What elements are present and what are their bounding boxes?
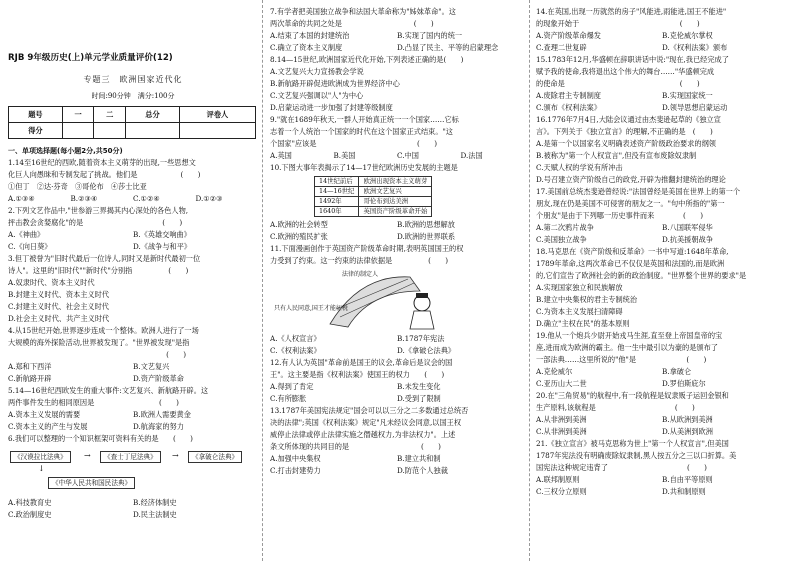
question-text: 生产原料,该航程是 ( ) [536,403,695,412]
score-cell[interactable] [62,123,94,139]
answer-options [536,474,788,498]
arrow-icon: → [84,451,91,460]
timeline-cell: 欧洲文艺复兴 [359,187,432,197]
answer-option: C.文艺复兴强调以"人"为中心 [270,91,364,100]
question-text: 诗人"。这里的"旧时代""新时代"分别指 ( ) [8,266,189,275]
score-header: 一 [62,107,94,123]
score-header: 题号 [9,107,63,123]
question [270,243,524,357]
answer-option: A.结束了本国的封建统治 [270,31,350,40]
timeline-row [315,187,432,197]
question-text: 16.1776年7月4日,大陆会议通过由杰斐逊起草的《独立宣 [536,115,721,124]
cartoon-caption: 法律的制定人 [342,271,379,278]
score-row [9,123,256,139]
timeline-row [315,177,432,187]
answer-option: A.奴隶时代、资本主义时代 [8,278,95,287]
answer-option: A.资本主义发展的需要 [8,410,81,419]
answer-options [536,366,788,390]
answer-option: A.英国 [270,151,292,160]
answer-option: B.经济体制史 [133,498,177,507]
answer-option: A.科技教育史 [8,498,52,507]
question-text: 11.下面漫画创作于英国资产阶级革命时期,表明英国国王的权 [270,244,464,253]
answer-option: B.②③④ [70,194,98,203]
exam-subtitle: 专题三 欧洲国家近代化 [83,75,183,84]
exam-title: RJB 9年级历史(上)单元学业质量评价(12) [8,53,173,63]
answer-option: D.从美洲到欧洲 [662,427,713,436]
column-divider [529,0,530,561]
answer-options [8,229,258,253]
answer-option: D.号召建立资产阶级自己的政党,开辟为推翻封建统治的理论 [536,175,726,184]
question-text: 12.有人认为英国"革命前是国王的议会,革命后是议会的国 [270,358,453,367]
answer-option: B.欧洲的思想解放 [397,220,455,229]
score-cell[interactable]: 得分 [9,123,63,139]
question-text: ( ) [8,350,187,359]
score-cell[interactable] [126,123,180,139]
question-text: 18.马克思在《资产阶级和反革命》一书中写道:1648年革命, [536,247,729,256]
column-3 [536,6,788,498]
question-items: ①但丁 ②达·芬奇 ③哥伦布 ④莎士比亚 [8,182,147,191]
answer-option: A.《人权宣言》 [270,334,321,343]
answer-option: D.启蒙运动进一步加强了封建等级制度 [270,103,393,112]
answer-options [536,414,788,438]
question [8,433,258,521]
answer-option: A.克伦威尔 [536,367,573,376]
answer-option: B.拿破仑 [662,367,692,376]
answer-option: B.实现国家统一 [662,91,713,100]
exam-meta: 时间:90分钟 满分:100分 [91,92,175,100]
answer-option: A.文艺复兴大力宣扬教会学说 [270,67,364,76]
answer-option: A.得到了肯定 [270,382,314,391]
question-text: 10.下图大事年表揭示了14—17世纪欧洲历史发展的主题是 [270,163,458,172]
answer-option: D.共和制原则 [662,487,706,496]
answer-option: B.建立中央集权的君主专制统治 [536,295,638,304]
answer-option: C.美国独立战争 [536,235,587,244]
answer-option: B.新航路开辟促进欧洲成为世界经济中心 [270,79,400,88]
question-text: 志着一个人统治一个国家的时代在这个国家正式结束。"这 [270,127,453,136]
answer-option: B.自由平等原则 [662,475,713,484]
score-cell[interactable] [94,123,126,139]
question-text: 的使命是 ( ) [536,79,700,88]
timeline-cell: 英国资产阶级革命开始 [359,207,432,217]
answer-options [270,219,524,243]
column-1 [8,6,258,521]
question-text: 5.14—16世纪西欧发生的重大事件:文艺复兴、新航路开辟。这 [8,386,209,395]
answer-option: A.废除君主专制制度 [536,91,601,100]
question-text: 个朋友"是由于下列哪一历史事件而来 ( ) [536,211,704,220]
question [8,157,258,205]
question-text: 力受到了约束。这一约束的法律依据是 ( ) [270,256,449,265]
question-text: 两次革命的共同之处是 ( ) [270,19,434,28]
section-heading: 一、单项选择题(每小题2分,共50分) [8,147,123,155]
answer-option: C.新航路开辟 [8,374,52,383]
question-text: 21.《独立宣言》被马克思称为世上"第一个人权宣言",但美国 [536,439,729,448]
answer-option: D.《拿破仑法典》 [397,346,456,355]
question-text: 17.美国前总统杰斐逊曾经说:"法国曾经是美国在世界上的第一个 [536,187,741,196]
answer-option: A.《神曲》 [8,230,45,239]
timeline-row [315,207,432,217]
question-text: 7.有学者把美国独立战争和法国大革命称为"姊妹革命"。这 [270,7,456,16]
answer-option: C.《权利法案》 [270,346,321,355]
answer-options [8,361,258,385]
answer-option: A.实现国家独立和民族解放 [536,283,623,292]
question-text: 1787年宪法没有明确废除奴隶制,黑人按五分之三以口折算。美 [536,451,737,460]
answer-option: D.受到了限制 [397,394,441,403]
score-row [9,107,256,123]
question-text: 9."就在1689年秋天,一群人开始真正统一一个国家……它标 [270,115,459,124]
column-2 [270,6,524,477]
answer-option: C.中国 [397,151,419,160]
answer-option: A.是第一个以国家名义明确表述资产阶级政治要求的纲领 [536,139,716,148]
cartoon-image [270,269,524,331]
question-text: 王"。这主要是指《权利法案》使国王的权力 ( ) [270,370,445,379]
answer-option: C.欧洲的殖民扩张 [270,232,328,241]
question-text: 个国家"应该是 ( ) [270,139,438,148]
answer-option: B.克伦威尔掌权 [662,31,713,40]
arrow-icon: → [172,451,179,460]
timeline-cell: 14世纪前后 [315,177,359,187]
question [536,6,788,54]
answer-option: C.有所膨胀 [270,394,307,403]
answer-option: C.从非洲到美洲 [536,427,587,436]
question-text: 大规模的海外探险活动,世界被发现了。"世界被发现"是指 [8,338,190,347]
question [536,246,788,330]
question-text: 19.他从一个炮兵少尉开始戎马生涯,直至登上帝国皇帝的宝 [536,331,723,340]
answer-option: C.资本主义的产生与发展 [8,422,88,431]
answer-option: B.建立共和制 [397,454,441,463]
answer-option: D.罗伯斯庇尔 [662,379,706,388]
question [536,186,788,246]
question [270,405,524,477]
cartoon-caption: 只有人民同意,国王才能征税 [274,305,348,312]
flow-box: 《中华人民共和国民法典》 [48,477,135,489]
answer-option: C.①②④ [133,194,160,203]
answer-option: C.《向日葵》 [8,242,52,251]
question [270,114,524,162]
question-text: 6.我们可以整理的一个知识框架可资料有关的是 ( ) [8,434,193,443]
question [536,54,788,114]
question-text: 国宪法这种规定违背了 ( ) [536,463,707,472]
question-text: 两件事件发生的相同原因是 ( ) [8,398,179,407]
answer-option: B.实现了国内的统一 [397,31,463,40]
timeline-cell: 欧洲出现资本主义萌芽 [359,177,432,187]
question-text: 一部法典……这里所说的"他"是 ( ) [536,355,707,364]
answer-options [8,277,258,325]
question [270,357,524,405]
question-text: 4.从15世纪开始,世界逐步连成一个整体。欧洲人进行了一场 [8,326,199,335]
answer-options [270,150,524,162]
answer-option: D.《权利法案》颁布 [662,43,728,52]
answer-option: C.封建主义时代、社会主义时代 [8,302,109,311]
flow-box: 《拿破仑法典》 [188,451,242,463]
answer-option: C.打击封建势力 [270,466,321,475]
answer-option: D.《战争与和平》 [133,242,192,251]
answer-option: B.《英雄交响曲》 [133,230,191,239]
answer-option: B.1787年宪法 [397,334,445,343]
question-text: 化巨人向愚昧和专制发起了挑战。他们是 ( ) [8,170,201,179]
answer-option: A.从非洲到美洲 [536,415,587,424]
flow-box: 《查士丁尼法典》 [100,451,161,463]
question-text: 2.下列文艺作品中,"世参游三界揭其内心深处的各色人物, [8,206,189,215]
score-header: 评卷人 [179,107,255,123]
question [536,390,788,438]
question-text: 朋友,现在仍是美国不可侵害的朋友之一。"句中所指的"第一 [536,199,725,208]
question-text: 3.但丁被誉为"旧时代最后一位诗人,同时又是新时代最初一位 [8,254,201,263]
question [536,438,788,498]
answer-options [270,66,524,114]
answer-option: A.①③④ [8,194,35,203]
answer-option: D.凸显了民主、平等的启蒙理念 [397,43,499,52]
timeline-cell: 1640年 [315,207,359,217]
score-header: 二 [94,107,126,123]
question-text: 20.在"三角贸易"的航程中,有一段航程是奴隶贩子运回金银和 [536,391,729,400]
question-text: 威停止法律或停止法律实施之僭越权力,为非法权力"。上述 [270,430,456,439]
question [8,205,258,253]
question-text: 决的法律";英国《权利法案》规定"凡未经议会同意,以国王权 [270,418,462,427]
answer-option: D.航海家的努力 [133,422,184,431]
answer-option: D.民主法制史 [133,510,177,519]
question [270,6,524,54]
question-text: 赋予我的使命,我将退出这个伟大的舞台……"华盛顿完成 [536,67,715,76]
answer-options [270,333,524,357]
answer-option: B.文艺复兴 [133,362,170,371]
question-text: 14.在英国,出现一历就然的房子"风能进,雨能进,国王不能进" [536,7,727,16]
question [8,253,258,325]
answer-option: B.从欧洲到美洲 [662,415,713,424]
question-text: 的现象开始于 ( ) [536,19,700,28]
answer-option: B.欧洲人需要黄金 [133,410,191,419]
answer-option: B.未发生变化 [397,382,441,391]
answer-option: C.亚历山大二世 [536,379,587,388]
answer-option: D.确立"主权在民"的基本原则 [536,319,630,328]
question-text: 的,它们宣告了欧洲社会的新的政治制度。"世界整个世界的要求"是 [536,271,747,280]
timeline-cell: 哥伦布到达美洲 [359,197,432,207]
answer-options [536,222,788,246]
answer-option: A.联邦制原则 [536,475,580,484]
answer-option: A.欧洲的社会转型 [270,220,328,229]
question-text: 15.1783年12月,华盛顿在辞职讲话中说:"现在,我已经完成了 [536,55,729,64]
answer-options [270,453,524,477]
question-text: 1.14至16世纪的西欧,随着资本主义萌芽的出现,一些思想文 [8,158,196,167]
answer-option: B.美国 [333,151,356,160]
answer-options [8,497,258,521]
score-cell[interactable] [179,123,255,139]
answer-option: D.法国 [460,151,483,160]
question [270,162,524,243]
score-table [8,106,256,139]
answer-options [536,138,788,186]
answer-options [270,381,524,405]
answer-option: C.天赋人权的学说有所冲击 [536,163,623,172]
question-text: 13.1787年美国宪法规定"国会可以以三分之二多数通过总统否 [270,406,469,415]
answer-options [536,30,788,54]
answer-option: B.八国联军侵华 [662,223,713,232]
answer-option: A.加强中央集权 [270,454,321,463]
arrow-icon: ↓ [38,464,45,473]
answer-options [8,193,258,205]
question-text: 抨击教会贪婪腐化"的是 ( ) [8,218,183,227]
answer-option: B.被称为"第一个人权宣言",但没有宣布废除奴隶制 [536,151,697,160]
knowledge-flow [8,447,258,495]
answer-option: D.资产阶级革命 [133,374,184,383]
answer-option: D.抗美援朝战争 [662,235,713,244]
column-divider [262,0,263,561]
answer-option: B.封建主义时代、资本主义时代 [8,290,110,299]
question [8,385,258,433]
answer-option: D.①②③ [195,194,223,203]
flow-box: 《汉谟拉比法典》 [10,451,71,463]
answer-option: A.第二次鸦片战争 [536,223,594,232]
question [8,325,258,385]
timeline-table [314,176,432,217]
question-text: 1789年革命,这两次革命已不仅仅是英国和法国的,而是欧洲 [536,259,725,268]
answer-option: C.政治制度史 [8,510,52,519]
timeline-cell: 1492年 [315,197,359,207]
answer-option: D.防范个人独裁 [397,466,448,475]
answer-option: C.查理二世复辟 [536,43,587,52]
question-text: 条文所体现的共同目的是 ( ) [270,442,441,451]
question-text: 言》。下列关于《独立宣言》的理解,不正确的是 ( ) [536,127,713,136]
answer-option: C.确立了资本主义制度 [270,43,343,52]
question [536,330,788,390]
answer-option: A.郑和下西洋 [8,362,52,371]
timeline-row [315,197,432,207]
answer-options [270,30,524,54]
answer-option: D.领导思想启蒙运动 [662,103,728,112]
answer-options [536,282,788,330]
question-text: 8.14—15世纪,欧洲国家近代化开始,下列表述正确的是( ) [270,55,464,64]
score-header: 总分 [126,107,180,123]
answer-option: D.社会主义时代、共产主义时代 [8,314,110,323]
answer-option: C.颁布《权利法案》 [536,103,602,112]
answer-option: D.欧洲的世界联系 [397,232,456,241]
question-text: 座,进而成为欧洲的霸主。他一生中最引以为豪的是颁布了 [536,343,718,352]
timeline-cell: 14—16世纪 [315,187,359,197]
answer-option: A.资产阶级革命爆发 [536,31,601,40]
answer-option: C.三权分立原则 [536,487,587,496]
answer-options [536,90,788,114]
answer-option: C.为资本主义发展扫清障碍 [536,307,623,316]
question [536,114,788,186]
question [270,54,524,114]
answer-options [8,409,258,433]
